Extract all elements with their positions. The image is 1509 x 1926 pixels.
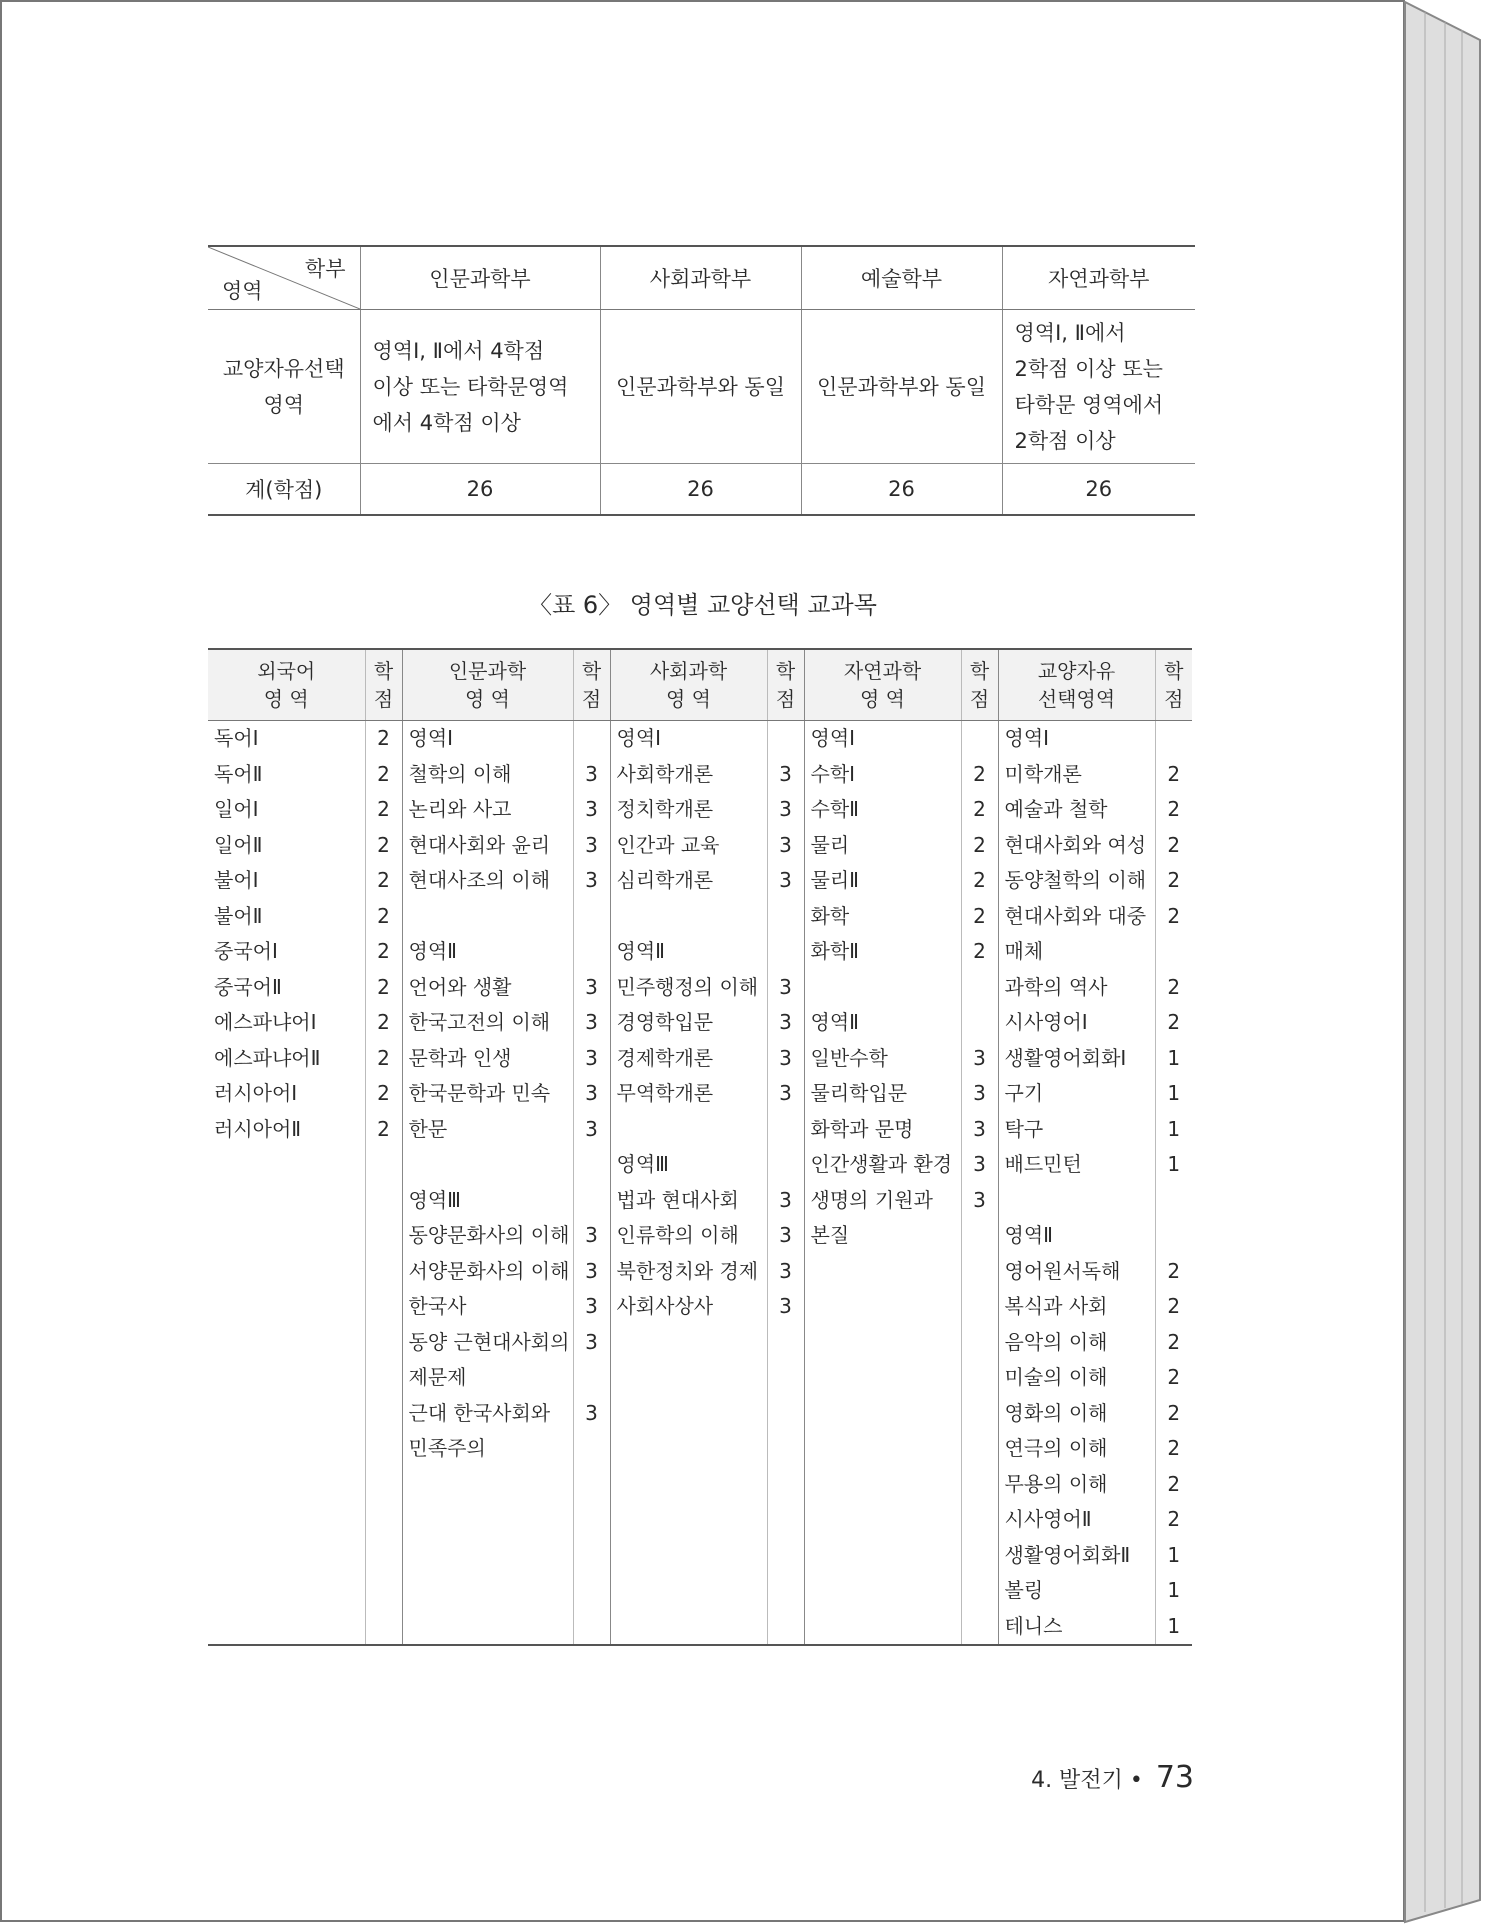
course-name: 러시아어Ⅱ	[214, 1116, 302, 1141]
credit-header: 학 점	[961, 649, 998, 721]
course-name: 민족주의	[408, 1436, 486, 1460]
credit-value: 2	[1167, 1365, 1181, 1389]
credit-value: 2	[377, 1045, 390, 1070]
credit-value	[366, 1538, 402, 1574]
course-name: 현대사회와 윤리	[408, 832, 551, 857]
course-name	[805, 1431, 961, 1467]
credit-value: 2	[1167, 1010, 1181, 1034]
credit-value: 3	[779, 1010, 792, 1034]
credit-value: 2	[1167, 1258, 1181, 1283]
course-name: 미학개론	[1004, 761, 1082, 786]
credit-value	[962, 1005, 998, 1041]
credit-value	[1156, 934, 1193, 970]
row-label-free-elective: 교양자유선택 영역	[208, 310, 360, 464]
course-name: 불어Ⅱ	[214, 903, 263, 928]
credit-value: 2	[1167, 1471, 1181, 1496]
credit-value	[1156, 721, 1193, 757]
course-name	[403, 1147, 573, 1183]
credit-value	[768, 1396, 804, 1432]
credit-value: 2	[1167, 1329, 1181, 1354]
course-name: 한국사	[408, 1294, 467, 1318]
course-name	[208, 1573, 365, 1609]
course-name: 현대사회와 여성	[1004, 832, 1147, 857]
credit-value	[768, 721, 804, 757]
credit-value	[366, 1431, 402, 1467]
credit-value	[962, 970, 998, 1006]
course-name: 서양문화사의 이해	[408, 1258, 570, 1283]
credit-value	[768, 1112, 804, 1148]
corner-bottom-label: 영역	[222, 279, 263, 303]
credit-value: 3	[779, 1045, 792, 1070]
credit-value	[366, 1360, 402, 1396]
course-name: 구기	[1004, 1081, 1044, 1105]
credit-value	[768, 1431, 804, 1467]
credit-value	[768, 1147, 804, 1183]
course-name: 한국문학과 민속	[408, 1081, 551, 1105]
course-name: 영역Ⅲ	[616, 1152, 669, 1176]
foreign-language-column	[208, 721, 365, 1646]
credit-value: 2	[1167, 1294, 1181, 1318]
credit-value	[768, 1573, 804, 1609]
credit-value: 3	[779, 1081, 792, 1105]
course-name	[805, 1289, 961, 1325]
cell-social-free: 인문과학부와 동일	[600, 310, 801, 464]
course-name	[208, 1431, 365, 1467]
credit-value	[962, 1289, 998, 1325]
credit-value	[768, 1538, 804, 1574]
course-name	[805, 1573, 961, 1609]
course-name	[611, 1467, 767, 1503]
credit-value: 3	[973, 1081, 986, 1105]
credit-value	[366, 1573, 402, 1609]
course-name: 에스파냐어Ⅰ	[214, 1010, 317, 1034]
credit-value: 1	[1167, 1542, 1181, 1567]
credit-value: 3	[779, 1258, 792, 1283]
credit-value: 2	[377, 868, 390, 892]
course-name: 물리학입문	[810, 1081, 908, 1105]
credit-value: 3	[973, 1152, 986, 1176]
credit-value: 1	[1167, 1081, 1181, 1105]
course-name	[208, 1396, 365, 1432]
credit-value: 3	[585, 868, 598, 892]
credit-value: 2	[1167, 797, 1181, 821]
credit-value: 3	[973, 1187, 986, 1212]
course-name: 에스파냐어Ⅱ	[214, 1045, 321, 1070]
corner-top-label: 학부	[304, 257, 346, 281]
course-name	[208, 1467, 365, 1503]
credit-value	[768, 1467, 804, 1503]
course-name: 탁구	[1004, 1116, 1044, 1141]
credit-value: 2	[1167, 903, 1181, 928]
course-name: 한국고전의 이해	[408, 1010, 551, 1034]
course-name	[611, 899, 767, 935]
credit-value: 3	[585, 1081, 598, 1105]
credit-value: 2	[1167, 868, 1181, 892]
course-name	[208, 1360, 365, 1396]
total-value: 26	[801, 464, 1002, 516]
cell-arts-free: 인문과학부와 동일	[801, 310, 1002, 464]
course-name: 영역Ⅲ	[408, 1187, 461, 1212]
course-name: 사회학개론	[616, 761, 714, 786]
course-name: 물리	[810, 832, 850, 857]
course-name: 생활영어회화Ⅰ	[1004, 1045, 1127, 1070]
course-name: 영역Ⅰ	[810, 726, 856, 750]
credit-value	[366, 1396, 402, 1432]
credit-value: 2	[377, 1010, 390, 1034]
course-name: 시사영어Ⅱ	[1004, 1507, 1092, 1531]
credit-column	[767, 721, 804, 1646]
credit-value: 3	[585, 1010, 598, 1034]
credit-value	[1156, 1183, 1193, 1219]
credit-value: 3	[585, 1045, 598, 1070]
credit-value: 2	[377, 1081, 390, 1105]
credit-value: 2	[377, 726, 390, 750]
course-name: 현대사조의 이해	[408, 868, 551, 892]
course-name: 화학	[810, 903, 850, 928]
credit-value: 2	[1167, 761, 1181, 786]
natural-science-header: 자연과학 영 역	[804, 649, 961, 721]
free-elective-column	[998, 721, 1155, 1646]
course-name: 동양문화사의 이해	[408, 1223, 570, 1247]
course-name: 볼링	[1004, 1578, 1044, 1602]
credit-value	[366, 1147, 402, 1183]
credit-value: 2	[1167, 1507, 1181, 1531]
course-name	[805, 1502, 961, 1538]
total-value: 26	[1002, 464, 1195, 516]
course-name: 영역Ⅰ	[616, 726, 662, 750]
credit-value: 2	[377, 761, 390, 786]
credit-value: 2	[1167, 1436, 1181, 1460]
credit-value	[574, 1467, 610, 1503]
course-name: 현대사회와 대중	[1004, 903, 1147, 928]
credit-value: 1	[1167, 1578, 1181, 1602]
course-name	[208, 1147, 365, 1183]
credit-header: 학 점	[1155, 649, 1192, 721]
course-name: 문학과 인생	[408, 1045, 512, 1070]
credit-value: 3	[585, 1329, 598, 1354]
credit-value	[768, 1502, 804, 1538]
credit-value: 2	[377, 903, 390, 928]
course-name: 북한정치와 경제	[616, 1258, 759, 1283]
course-name	[611, 1112, 767, 1148]
course-name	[611, 1573, 767, 1609]
course-name: 수학Ⅰ	[810, 761, 856, 786]
course-name	[611, 1325, 767, 1361]
course-name: 연극의 이해	[1004, 1436, 1108, 1460]
credit-value: 3	[779, 1187, 792, 1212]
course-name: 화학Ⅱ	[810, 939, 859, 963]
course-name: 영역Ⅱ	[408, 939, 457, 963]
credit-value: 3	[973, 1116, 986, 1141]
credit-value: 3	[779, 797, 792, 821]
credit-value: 3	[779, 761, 792, 786]
course-name	[403, 1502, 573, 1538]
credit-value: 3	[585, 1116, 598, 1141]
course-name: 인류학의 이해	[616, 1223, 739, 1247]
credit-value: 2	[377, 974, 390, 999]
course-name: 논리와 사고	[408, 797, 512, 821]
total-value: 26	[360, 464, 600, 516]
course-name	[611, 1431, 767, 1467]
course-name: 동양 근현대사회의	[408, 1329, 570, 1354]
course-table	[208, 648, 1192, 1646]
course-name: 인간생활과 환경	[810, 1152, 953, 1176]
course-name: 영어원서독해	[1004, 1258, 1121, 1283]
course-name	[999, 1183, 1155, 1219]
credit-value	[366, 1218, 402, 1254]
credit-value	[962, 1325, 998, 1361]
credit-value	[366, 1467, 402, 1503]
credit-value: 2	[377, 797, 390, 821]
credit-value	[574, 1502, 610, 1538]
course-name	[403, 899, 573, 935]
humanities-header: 인문과학 영 역	[402, 649, 573, 721]
credit-value	[366, 1502, 402, 1538]
course-name: 경영학입문	[616, 1010, 714, 1034]
credit-value: 2	[1167, 1400, 1181, 1425]
credit-value	[574, 1431, 610, 1467]
credit-column	[365, 721, 402, 1646]
credit-value: 3	[779, 1294, 792, 1318]
course-name: 일반수학	[810, 1045, 888, 1070]
corner-header	[208, 246, 360, 310]
free-elective-header: 교양자유 선택영역	[998, 649, 1155, 721]
course-name: 예술과 철학	[1004, 797, 1108, 821]
course-name	[403, 1573, 573, 1609]
requirements-table	[208, 245, 1195, 516]
course-name: 배드민턴	[1004, 1152, 1082, 1176]
credit-header: 학 점	[573, 649, 610, 721]
credit-value: 3	[585, 1294, 598, 1318]
course-name: 테니스	[1004, 1613, 1063, 1638]
course-name: 영역Ⅱ	[616, 939, 665, 963]
credit-value	[574, 899, 610, 935]
course-name: 근대 한국사회와	[408, 1400, 551, 1425]
credit-value: 3	[585, 797, 598, 821]
credit-value: 2	[377, 1116, 390, 1141]
course-name: 무역학개론	[616, 1081, 714, 1105]
credit-value: 3	[585, 1400, 598, 1425]
credit-value: 3	[779, 974, 792, 999]
course-name: 복식과 사회	[1004, 1294, 1108, 1318]
social-science-header: 사회과학 영 역	[610, 649, 767, 721]
course-name: 민주행정의 이해	[616, 974, 759, 999]
credit-value: 2	[1167, 974, 1181, 999]
course-name	[805, 1396, 961, 1432]
credit-value	[962, 1467, 998, 1503]
credit-value: 2	[973, 868, 986, 892]
course-name: 수학Ⅱ	[810, 797, 859, 821]
header-social-science: 사회과학부	[600, 246, 801, 310]
credit-value	[366, 1183, 402, 1219]
credit-value	[962, 1502, 998, 1538]
course-name: 생활영어회화Ⅱ	[1004, 1542, 1131, 1567]
header-natural-science: 자연과학부	[1002, 246, 1195, 310]
credit-value: 1	[1167, 1045, 1181, 1070]
course-name	[208, 1254, 365, 1290]
course-name	[805, 1325, 961, 1361]
course-name: 일어Ⅰ	[214, 797, 259, 821]
course-name: 사회사상사	[616, 1294, 714, 1318]
credit-column	[961, 721, 998, 1646]
course-name: 무용의 이해	[1004, 1471, 1108, 1496]
course-name: 생명의 기원과	[810, 1187, 933, 1212]
credit-value	[768, 1325, 804, 1361]
course-name: 독어Ⅱ	[214, 761, 263, 786]
course-name: 화학과 문명	[810, 1116, 914, 1141]
credit-column	[1155, 721, 1192, 1646]
credit-value	[574, 1538, 610, 1574]
course-name: 러시아어Ⅰ	[214, 1081, 298, 1105]
course-name: 정치학개론	[616, 797, 714, 821]
course-name: 영역Ⅰ	[1004, 726, 1050, 750]
credit-value	[962, 1218, 998, 1254]
course-name: 본질	[810, 1223, 850, 1247]
credit-value	[366, 1289, 402, 1325]
credit-value: 3	[779, 832, 792, 857]
credit-value: 2	[973, 761, 986, 786]
credit-value: 1	[1167, 1152, 1181, 1176]
credit-header: 학 점	[365, 649, 402, 721]
course-name	[611, 1502, 767, 1538]
credit-value	[574, 1183, 610, 1219]
credit-value	[1156, 1218, 1193, 1254]
total-value: 26	[600, 464, 801, 516]
credit-value: 2	[1167, 832, 1181, 857]
course-name: 한문	[408, 1116, 448, 1141]
course-name	[611, 1360, 767, 1396]
course-name	[208, 1538, 365, 1574]
credit-value: 2	[973, 939, 986, 963]
course-name: 독어Ⅰ	[214, 726, 259, 750]
course-name	[208, 1289, 365, 1325]
credit-value: 2	[377, 832, 390, 857]
credit-value: 1	[1167, 1613, 1181, 1638]
credit-value	[366, 1254, 402, 1290]
credit-value: 2	[973, 832, 986, 857]
course-name: 과학의 역사	[1004, 974, 1108, 999]
course-name: 중국어Ⅱ	[214, 974, 282, 999]
page-number: 73	[1155, 1760, 1194, 1795]
course-name: 영역Ⅰ	[408, 726, 454, 750]
chapter-label: 4. 발전기	[1031, 1768, 1123, 1793]
course-name: 중국어Ⅰ	[214, 939, 278, 963]
social-science-column	[610, 721, 767, 1646]
credit-value: 3	[779, 868, 792, 892]
course-name: 동양철학의 이해	[1004, 868, 1147, 892]
cell-natural-free: 영역Ⅰ, Ⅱ에서 2학점 이상 또는 타학문 영역에서 2학점 이상	[1002, 310, 1195, 464]
course-name	[805, 1467, 961, 1503]
course-name: 음악의 이해	[1004, 1329, 1108, 1354]
row-label-total: 계(학점)	[208, 464, 360, 516]
table-row	[208, 464, 1195, 516]
course-name: 영역Ⅱ	[810, 1010, 859, 1034]
credit-value	[768, 899, 804, 935]
course-name: 심리학개론	[616, 868, 714, 892]
credit-value: 3	[779, 1223, 792, 1247]
credit-value	[962, 1396, 998, 1432]
course-name: 영화의 이해	[1004, 1400, 1108, 1425]
course-name	[403, 1538, 573, 1574]
course-name: 철학의 이해	[408, 761, 512, 786]
credit-column	[573, 721, 610, 1646]
course-name	[208, 1183, 365, 1219]
credit-value	[962, 1360, 998, 1396]
natural-science-column	[804, 721, 961, 1646]
credit-value	[574, 1360, 610, 1396]
credit-value	[962, 721, 998, 757]
credit-value	[574, 1147, 610, 1183]
credit-value: 3	[585, 761, 598, 786]
course-name	[805, 970, 961, 1006]
credit-value	[962, 1538, 998, 1574]
course-name	[403, 1467, 573, 1503]
course-name: 미술의 이해	[1004, 1365, 1108, 1389]
course-name: 일어Ⅱ	[214, 832, 263, 857]
credit-value	[962, 1254, 998, 1290]
credit-value	[962, 1573, 998, 1609]
credit-value	[962, 1431, 998, 1467]
bullet: •	[1129, 1768, 1143, 1793]
credit-value	[768, 1360, 804, 1396]
header-humanities: 인문과학부	[360, 246, 600, 310]
course-name	[805, 1360, 961, 1396]
credit-value: 3	[973, 1045, 986, 1070]
course-name: 시사영어Ⅰ	[1004, 1010, 1088, 1034]
credit-header: 학 점	[767, 649, 804, 721]
page-footer	[1031, 1760, 1194, 1795]
course-name: 불어Ⅰ	[214, 868, 259, 892]
credit-value: 2	[377, 939, 390, 963]
course-name	[805, 1254, 961, 1290]
course-name	[611, 1538, 767, 1574]
course-name: 경제학개론	[616, 1045, 714, 1070]
table-row	[208, 310, 1195, 464]
credit-value: 2	[973, 903, 986, 928]
credit-value: 3	[585, 1258, 598, 1283]
credit-value: 1	[1167, 1116, 1181, 1141]
humanities-column	[402, 721, 573, 1646]
cell-humanities-free: 영역Ⅰ, Ⅱ에서 4학점 이상 또는 타학문영역 에서 4학점 이상	[360, 310, 600, 464]
course-name: 언어와 생활	[408, 974, 512, 999]
course-name: 매체	[1004, 939, 1044, 963]
header-arts: 예술학부	[801, 246, 1002, 310]
course-name: 영역Ⅱ	[1004, 1223, 1053, 1247]
course-name	[208, 1325, 365, 1361]
credit-value: 3	[585, 974, 598, 999]
credit-value: 3	[585, 832, 598, 857]
course-name: 인간과 교육	[616, 832, 720, 857]
credit-value	[574, 934, 610, 970]
course-name	[208, 1502, 365, 1538]
course-name	[805, 1538, 961, 1574]
course-name	[208, 1218, 365, 1254]
credit-value	[574, 721, 610, 757]
course-name: 물리Ⅱ	[810, 868, 859, 892]
course-name: 제문제	[408, 1365, 467, 1389]
credit-value	[574, 1573, 610, 1609]
credit-value	[366, 1325, 402, 1361]
credit-value: 2	[973, 797, 986, 821]
credit-value: 3	[585, 1223, 598, 1247]
course-name	[611, 1396, 767, 1432]
course-name: 법과 현대사회	[616, 1187, 739, 1212]
credit-value	[768, 934, 804, 970]
table-caption: 〈표 6〉 영역별 교양선택 교과목	[528, 591, 877, 619]
foreign-language-header: 외국어 영 역	[208, 649, 365, 721]
